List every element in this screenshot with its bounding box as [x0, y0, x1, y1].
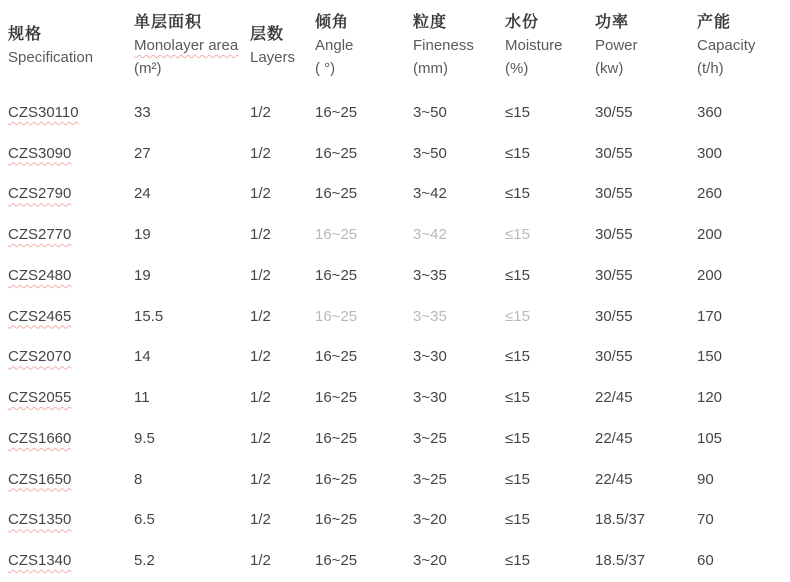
value-cell: 170 — [697, 307, 723, 325]
table-row — [0, 337, 790, 378]
value-cell: 3~25 — [413, 429, 447, 447]
value-cell: 22/45 — [595, 389, 633, 407]
spec-cell: CZS2770 — [8, 226, 72, 244]
value-cell: 1/2 — [250, 389, 271, 407]
value-cell: 1/2 — [250, 552, 271, 570]
value-cell: 16~25 — [315, 185, 358, 203]
value-cell: 200 — [697, 266, 723, 284]
spec-cell: CZS1340 — [8, 552, 72, 570]
column-header-fineness — [405, 0, 497, 92]
column-header-unit: (mm) — [413, 60, 448, 77]
spec-cell: CZS2480 — [8, 266, 72, 284]
value-cell: 16~25 — [315, 389, 358, 407]
value-cell: 19 — [134, 266, 151, 284]
column-header-moisture — [497, 0, 587, 92]
value-cell: 16~25 — [315, 511, 358, 529]
column-header-layers — [242, 0, 307, 92]
table-row — [0, 133, 790, 174]
value-cell: 16~25 — [315, 470, 358, 488]
value-cell: ≤15 — [505, 389, 530, 407]
value-cell: ≤15 — [505, 348, 530, 366]
value-cell: 14 — [134, 348, 151, 366]
column-header-zh: 单层面积 — [134, 14, 203, 31]
spec-cell: CZS2055 — [8, 389, 72, 407]
value-cell: 360 — [697, 103, 723, 121]
table-row — [0, 296, 790, 337]
column-header-zh: 水份 — [505, 14, 540, 31]
table-row — [0, 540, 790, 581]
value-cell: 22/45 — [595, 470, 633, 488]
value-cell: 1/2 — [250, 307, 271, 325]
value-cell: ≤15 — [505, 511, 530, 529]
value-cell: 16~25 — [315, 552, 358, 570]
value-cell: 22/45 — [595, 429, 633, 447]
column-header-unit: ( °) — [315, 60, 336, 77]
table-row — [0, 255, 790, 296]
value-cell: 60 — [697, 552, 714, 570]
value-cell: 120 — [697, 389, 723, 407]
column-header-en: Layers — [250, 48, 296, 66]
value-cell: 105 — [697, 429, 723, 447]
value-cell: 3~25 — [413, 470, 447, 488]
column-header-zh: 产能 — [697, 14, 732, 31]
value-cell: ≤15 — [505, 470, 530, 488]
value-cell: 3~50 — [413, 103, 447, 121]
column-header-unit: (m²) — [134, 60, 162, 77]
value-cell: ≤15 — [505, 266, 530, 284]
value-cell: 16~25 — [315, 348, 358, 366]
column-header-unit: (t/h) — [697, 60, 724, 77]
value-cell: 8 — [134, 470, 143, 488]
value-cell: 1/2 — [250, 429, 271, 447]
spec-cell: CZS3090 — [8, 144, 72, 162]
table-row — [0, 418, 790, 459]
value-cell: 16~25 — [315, 144, 358, 162]
header-row — [0, 0, 790, 92]
column-header-capacity — [689, 0, 790, 92]
column-header-zh: 功率 — [595, 14, 630, 31]
value-cell: 16~25 — [315, 226, 358, 244]
column-header-en: Power — [595, 37, 638, 54]
value-cell: 70 — [697, 511, 714, 529]
value-cell: 15.5 — [134, 307, 164, 325]
value-cell: 6.5 — [134, 511, 155, 529]
value-cell: 30/55 — [595, 144, 633, 162]
column-header-en: Specification — [8, 48, 94, 66]
value-cell: 16~25 — [315, 266, 358, 284]
value-cell: 3~50 — [413, 144, 447, 162]
value-cell: 1/2 — [250, 511, 271, 529]
value-cell: 30/55 — [595, 266, 633, 284]
value-cell: 1/2 — [250, 226, 271, 244]
table-row — [0, 500, 790, 541]
column-header-unit: (%) — [505, 60, 529, 77]
value-cell: 3~35 — [413, 266, 447, 284]
table-row — [0, 174, 790, 215]
column-header-zh: 规格 — [8, 25, 43, 43]
value-cell: 3~30 — [413, 348, 447, 366]
value-cell: 1/2 — [250, 103, 271, 121]
spec-cell: CZS30110 — [8, 103, 79, 121]
value-cell: ≤15 — [505, 552, 530, 570]
value-cell: ≤15 — [505, 307, 530, 325]
value-cell: 300 — [697, 144, 723, 162]
value-cell: ≤15 — [505, 103, 530, 121]
value-cell: 30/55 — [595, 348, 633, 366]
value-cell: 16~25 — [315, 307, 358, 325]
column-header-en: Monolayer area — [134, 37, 239, 54]
value-cell: 19 — [134, 226, 151, 244]
spec-cell: CZS2070 — [8, 348, 72, 366]
value-cell: 18.5/37 — [595, 511, 646, 529]
spec-cell: CZS1650 — [8, 470, 72, 488]
column-header-monolayer-area — [126, 0, 242, 92]
value-cell: 30/55 — [595, 226, 633, 244]
spec-cell: CZS1660 — [8, 429, 72, 447]
value-cell: 30/55 — [595, 307, 633, 325]
value-cell: ≤15 — [505, 185, 530, 203]
value-cell: ≤15 — [505, 429, 530, 447]
value-cell: ≤15 — [505, 144, 530, 162]
column-header-angle — [307, 0, 405, 92]
value-cell: ≤15 — [505, 226, 530, 244]
spec-cell: CZS2465 — [8, 307, 72, 325]
column-header-unit: (kw) — [595, 60, 624, 77]
column-header-en: Fineness — [413, 37, 474, 54]
value-cell: 30/55 — [595, 185, 633, 203]
value-cell: 9.5 — [134, 429, 155, 447]
value-cell: 16~25 — [315, 429, 358, 447]
table-header — [0, 0, 790, 92]
value-cell: 200 — [697, 226, 723, 244]
spec-cell: CZS1350 — [8, 511, 72, 529]
value-cell: 3~35 — [413, 307, 447, 325]
value-cell: 150 — [697, 348, 723, 366]
value-cell: 24 — [134, 185, 151, 203]
value-cell: 260 — [697, 185, 723, 203]
table-row — [0, 377, 790, 418]
value-cell: 3~30 — [413, 389, 447, 407]
value-cell: 3~42 — [413, 226, 447, 244]
spec-cell: CZS2790 — [8, 185, 72, 203]
value-cell: 1/2 — [250, 470, 271, 488]
value-cell: 30/55 — [595, 103, 633, 121]
value-cell: 1/2 — [250, 144, 271, 162]
table-row — [0, 214, 790, 255]
value-cell: 3~42 — [413, 185, 447, 203]
value-cell: 1/2 — [250, 185, 271, 203]
value-cell: 16~25 — [315, 103, 358, 121]
value-cell: 27 — [134, 144, 151, 162]
value-cell: 5.2 — [134, 552, 155, 570]
column-header-zh: 粒度 — [413, 14, 448, 31]
column-header-en: Moisture — [505, 37, 563, 54]
column-header-specification — [0, 0, 126, 92]
column-header-en: Angle — [315, 37, 354, 54]
value-cell: 3~20 — [413, 552, 447, 570]
table-body — [0, 92, 790, 581]
table-row — [0, 459, 790, 500]
column-header-zh: 倾角 — [315, 14, 350, 31]
table-row — [0, 92, 790, 133]
column-header-en: Capacity — [697, 37, 756, 54]
value-cell: 90 — [697, 470, 714, 488]
column-header-power — [587, 0, 689, 92]
value-cell: 3~20 — [413, 511, 447, 529]
value-cell: 33 — [134, 103, 151, 121]
column-header-zh: 层数 — [250, 25, 285, 43]
value-cell: 1/2 — [250, 348, 271, 366]
value-cell: 1/2 — [250, 266, 271, 284]
value-cell: 18.5/37 — [595, 552, 646, 570]
value-cell: 11 — [134, 389, 150, 407]
